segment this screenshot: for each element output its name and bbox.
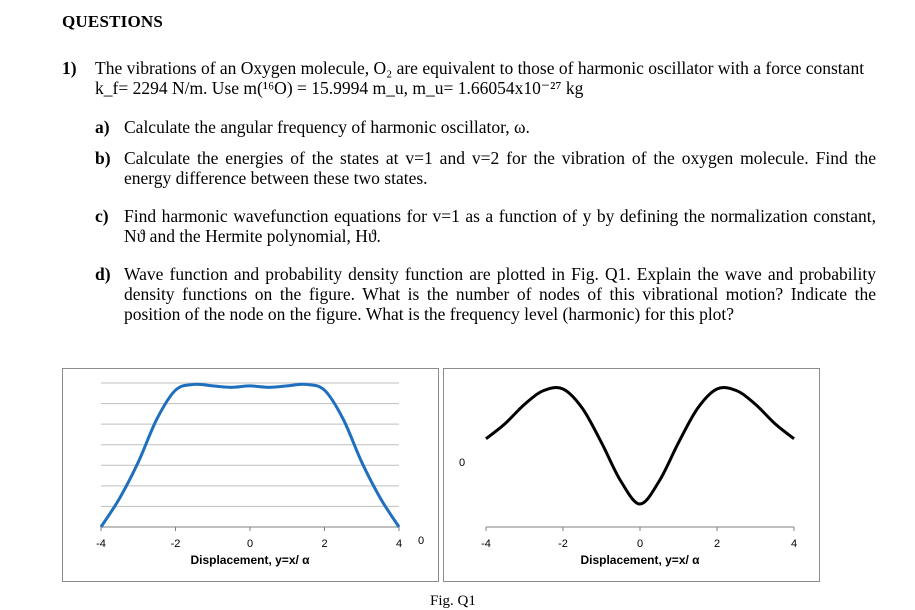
series-line [101,384,399,527]
x-axis-title: Displacement, y=x/ α [580,553,700,567]
x-tick-label: 4 [395,538,403,550]
probability-density-chart [62,368,439,582]
series-line [486,388,794,504]
wavefunction-chart [443,368,820,582]
chart-svg [444,369,819,581]
x-tick-label: -4 [481,538,491,550]
x-tick-label: 2 [321,538,328,550]
part-text: Calculate the energies of the states at v=1 and v=2 for the vibration of the oxygen molecule. Find the energy difference between these two states. [124,148,876,188]
page-heading: QUESTIONS [62,12,164,31]
question-number: 1) [62,58,77,78]
figure-caption: Fig. Q1 [430,593,476,609]
part-text: Wave function and probability density function are plotted in Fig. Q1. Explain the wave and probability density functions on the figure. What is the number of nodes of this vibrational motion? Indicate the position of the node on the figure. What is the frequency level (harmonic) for this plot? [124,264,876,324]
part-label: d) [95,264,111,284]
part-label: b) [95,148,111,168]
x-axis-title: Displacement, y=x/ α [190,553,310,567]
x-tick-label: -2 [558,538,568,550]
part-text: Find harmonic wavefunction equations for v=1 as a function of y by defining the normalization constant, Nϑ and the Hermite polynomial, Hϑ. [124,206,876,246]
part-text: Calculate the angular frequency of harmonic oscillator, ω. [124,117,530,137]
part-label: c) [95,206,109,226]
part-label: a) [95,117,110,137]
chart-svg [63,369,438,581]
x-tick-label: -2 [170,538,181,550]
x-tick-label: 0 [246,538,254,550]
question-text: The vibrations of an Oxygen molecule, O₂ are equivalent to those of harmonic oscillator with a force constant k_f= 2294 N/m. Use m(¹⁶O) = 15.9994 m_u, m_u= 1.66054x10⁻²⁷ kg [95,58,865,98]
y-zero-label: 0 [417,535,425,547]
x-tick-label: 2 [713,538,721,550]
x-tick-label: -4 [96,538,106,550]
y-zero-label: 0 [458,457,466,469]
x-tick-label: 4 [790,538,798,550]
x-tick-label: 0 [636,538,644,550]
